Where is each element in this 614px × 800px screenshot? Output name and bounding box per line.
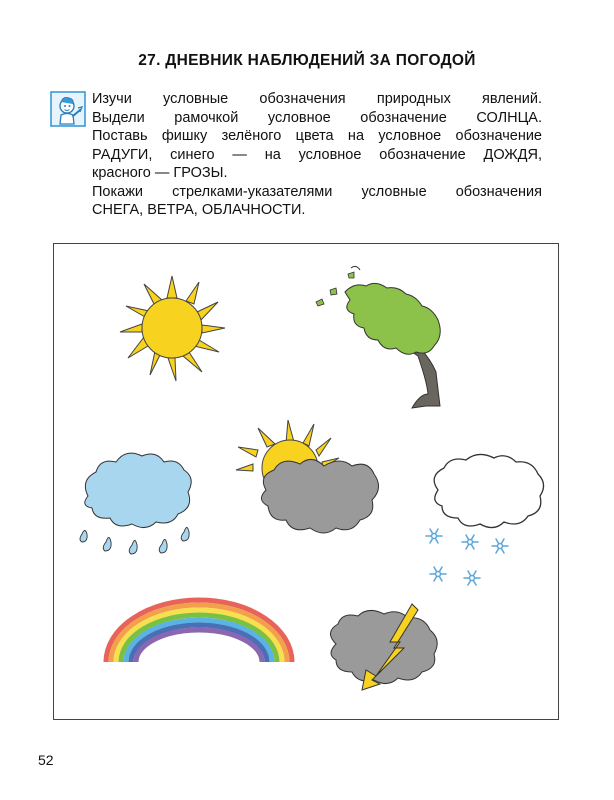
instruction-line: Покажи стрелками-указателями условные обозначения	[92, 183, 542, 200]
sun-behind-cloud-icon[interactable]	[236, 420, 379, 533]
page-title: 27. ДНЕВНИК НАБЛЮДЕНИЙ ЗА ПОГОДОЙ	[138, 52, 476, 69]
rain-cloud-icon[interactable]	[80, 453, 191, 554]
instruction-line: Выдели рамочкой условное обозначение СОЛНЦА.	[92, 109, 542, 126]
snow-cloud-icon[interactable]	[426, 454, 544, 585]
instruction-line: РАДУГИ, синего — на условное обозначение ДОЖДЯ,	[92, 146, 542, 163]
rainbow-icon[interactable]	[106, 600, 292, 662]
windy-tree-icon[interactable]	[316, 266, 440, 408]
task-instructions	[92, 90, 542, 220]
instruction-line: Изучи условные обозначения природных явлений.	[92, 91, 542, 107]
instruction-line: СНЕГА, ВЕТРА, ОБЛАЧНОСТИ.	[92, 202, 306, 218]
instruction-line: Поставь фишку зелёного цвета на условное обозначение	[92, 128, 542, 144]
weather-symbols-frame	[53, 243, 559, 720]
page-number: 52	[38, 752, 54, 768]
sun-icon[interactable]	[120, 276, 225, 381]
thunderstorm-icon[interactable]	[330, 604, 437, 690]
instruction-line: красного — ГРОЗЫ.	[92, 165, 228, 181]
pointing-boy-icon	[50, 91, 86, 127]
